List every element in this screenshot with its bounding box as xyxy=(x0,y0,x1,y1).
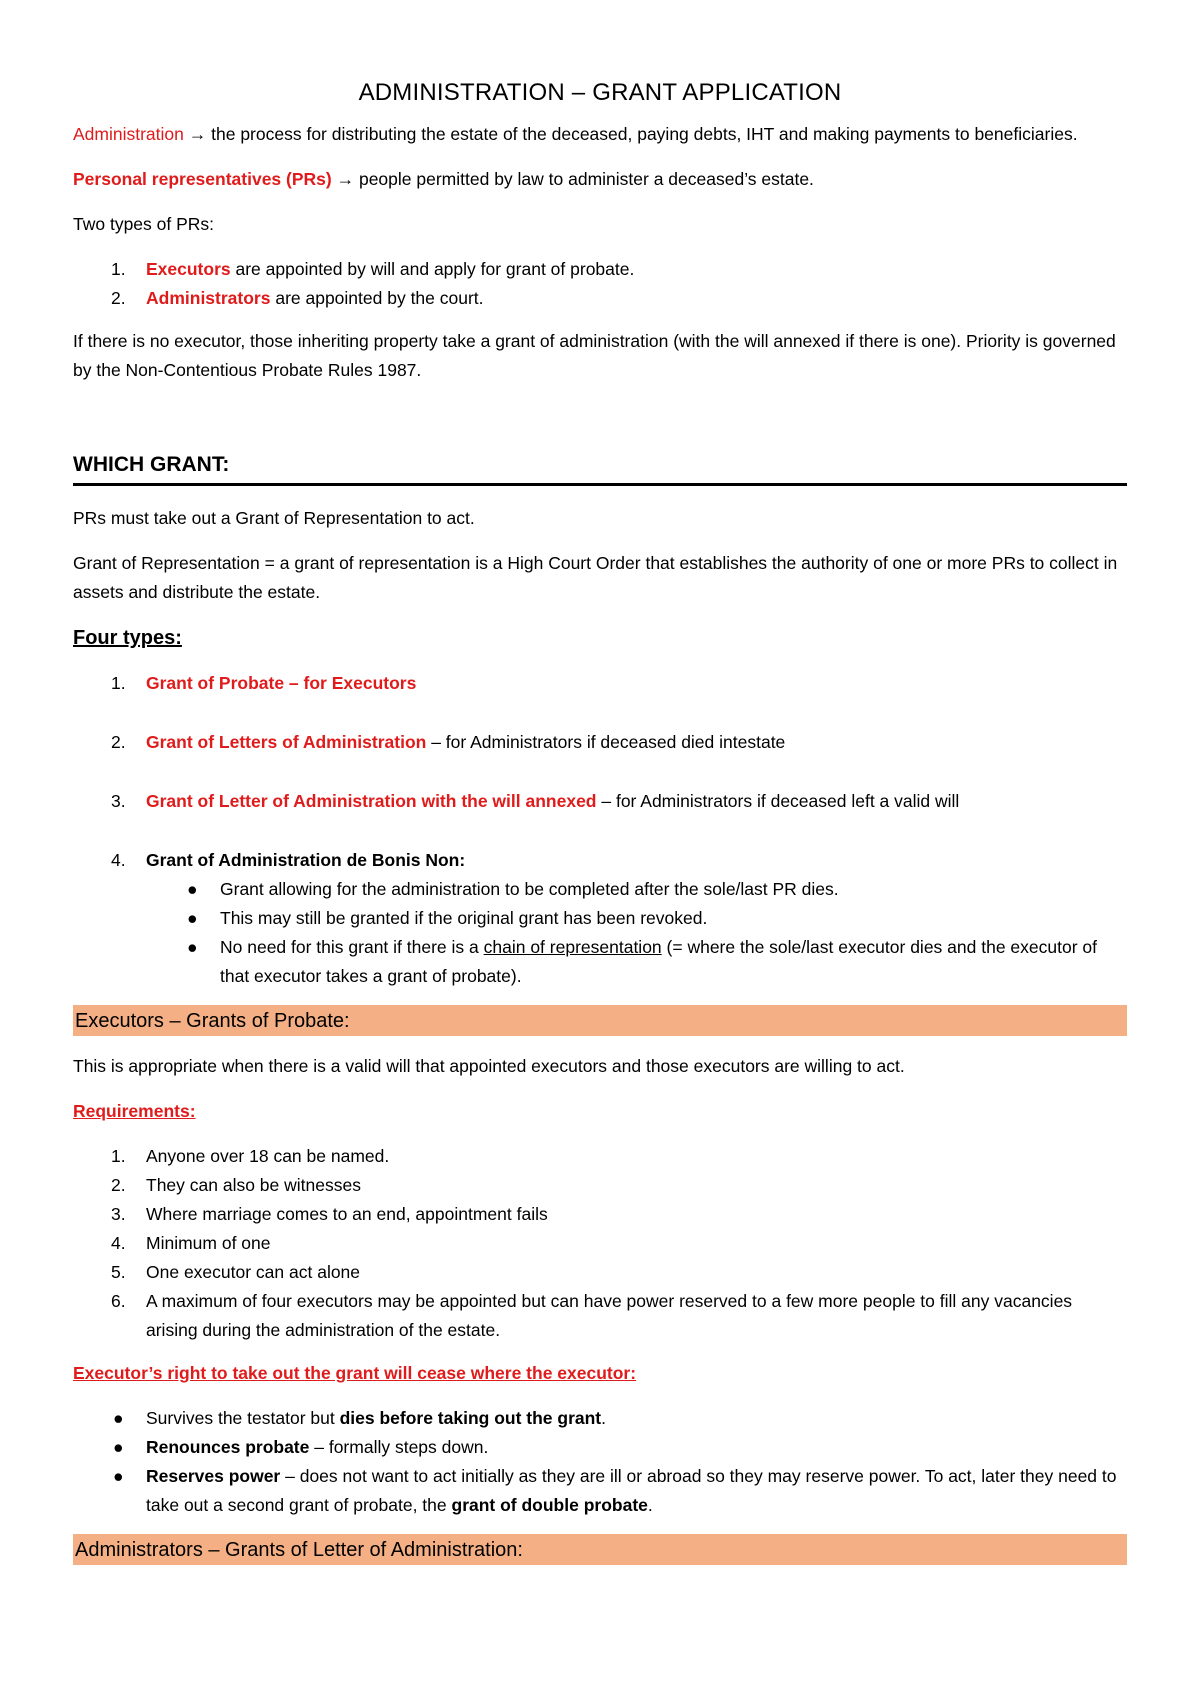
list-item xyxy=(73,1462,1127,1520)
list-number: 1. xyxy=(111,1146,126,1166)
pr-types-list xyxy=(73,255,1127,313)
list-item xyxy=(73,1404,1127,1433)
list-text: One executor can act alone xyxy=(146,1262,361,1282)
list-text: are appointed by the court. xyxy=(270,288,484,308)
list-text: No need for this grant if there is a xyxy=(220,937,484,957)
list-number: 4. xyxy=(111,850,126,870)
list-text: . xyxy=(601,1408,607,1428)
list-number: 1. xyxy=(111,259,126,279)
list-text: Minimum of one xyxy=(146,1233,271,1253)
list-item xyxy=(73,1433,1127,1462)
grant-type-term: Grant of Letters of Administration xyxy=(146,732,427,752)
which-grant-p2: Grant of Representation = a grant of representation is a High Court Order that establishes the authority of one or more PRs to collect in assets and distribute the estate. xyxy=(73,553,1118,602)
four-types-heading: Four types: xyxy=(73,627,182,649)
list-text: : xyxy=(459,850,466,870)
list-text: are appointed by will and apply for grant of probate. xyxy=(230,259,635,279)
list-text: Anyone over 18 can be named. xyxy=(146,1146,390,1166)
cease-bullets xyxy=(73,1404,1127,1520)
which-grant-p1: PRs must take out a Grant of Representation to act. xyxy=(73,508,475,528)
list-number: 2. xyxy=(111,288,126,308)
list-text: – does not want to act initially as they are ill or abroad so they may reserve power. To act, later they need to take out a second grant of probate, the xyxy=(146,1466,1117,1515)
list-item xyxy=(73,875,1127,904)
list-number: 4. xyxy=(111,1233,126,1253)
list-text: Where marriage comes to an end, appointment fails xyxy=(146,1204,548,1224)
list-item xyxy=(73,1171,1127,1200)
list-text: Grant allowing for the administration to be completed after the sole/last PR dies. xyxy=(220,879,839,899)
grant-type-term: Grant of Letter of Administration with the will annexed xyxy=(146,791,597,811)
bullet-icon: ● xyxy=(187,908,198,928)
no-executor-paragraph: If there is no executor, those inheriting property take a grant of administration (with the will annexed if there is one). Priority is governed by the Non-Contentious Probate Rules 1987. xyxy=(73,331,1116,380)
administration-def-text: the process for distributing the estate of the deceased, paying debts, IHT and making payments to beneficiaries. xyxy=(206,124,1078,144)
list-item xyxy=(73,669,1127,698)
list-text: They can also be witnesses xyxy=(146,1175,361,1195)
list-item xyxy=(73,1258,1127,1287)
arrow-icon: → xyxy=(188,124,207,144)
list-text: – for Administrators if deceased left a valid will xyxy=(596,791,960,811)
bullet-icon: ● xyxy=(113,1408,124,1428)
list-number: 2. xyxy=(111,1175,126,1195)
list-text: . xyxy=(647,1495,653,1515)
executors-p1: This is appropriate when there is a valid will that appointed executors and those executors are willing to act. xyxy=(73,1056,905,1076)
bullet-icon: ● xyxy=(187,937,198,957)
pr-definition xyxy=(73,165,1127,194)
list-text-bold: dies before taking out the grant xyxy=(339,1408,602,1428)
administration-term: Administration xyxy=(73,124,184,144)
list-number: 3. xyxy=(111,1204,126,1224)
list-item xyxy=(73,255,1127,284)
list-text: (= where the sole/last executor dies and the executor of that executor takes a grant of probate). xyxy=(220,937,1097,986)
list-text: – for Administrators if deceased died intestate xyxy=(426,732,786,752)
list-number: 2. xyxy=(111,732,126,752)
administrators-term: Administrators xyxy=(146,288,271,308)
grant-type-term: Grant of Probate – for Executors xyxy=(146,673,417,693)
list-item xyxy=(73,1287,1127,1345)
which-grant-heading: WHICH GRANT: xyxy=(73,451,1127,486)
page-title: ADMINISTRATION – GRANT APPLICATION xyxy=(358,79,842,106)
list-number: 3. xyxy=(111,791,126,811)
list-number: 5. xyxy=(111,1262,126,1282)
list-text-bold: Renounces probate xyxy=(146,1437,310,1457)
list-text-bold: grant of double probate xyxy=(451,1495,648,1515)
pr-term: Personal representatives (PRs) xyxy=(73,169,332,189)
list-item xyxy=(73,904,1127,933)
list-item xyxy=(73,1200,1127,1229)
grant-type-term: Grant of Administration de Bonis Non xyxy=(146,850,460,870)
list-number: 1. xyxy=(111,673,126,693)
list-item xyxy=(73,846,1127,875)
de-bonis-bullets xyxy=(73,875,1127,991)
list-text: This may still be granted if the original grant has been revoked. xyxy=(220,908,708,928)
list-text: Survives the testator but xyxy=(146,1408,340,1428)
cease-heading: Executor’s right to take out the grant will cease where the executor: xyxy=(73,1363,637,1383)
administration-definition xyxy=(73,120,1127,149)
grant-types-list xyxy=(73,669,1127,875)
executors-section-band: Executors – Grants of Probate: xyxy=(73,1005,1127,1036)
bullet-icon: ● xyxy=(187,879,198,899)
list-item xyxy=(73,787,1127,816)
two-types-label: Two types of PRs: xyxy=(73,214,215,234)
list-item xyxy=(73,933,1127,991)
requirements-heading: Requirements: xyxy=(73,1101,196,1121)
arrow-icon: → xyxy=(336,169,355,189)
executors-term: Executors xyxy=(146,259,231,279)
bullet-icon: ● xyxy=(113,1437,124,1457)
list-item xyxy=(73,284,1127,313)
list-text: – formally steps down. xyxy=(309,1437,489,1457)
list-item xyxy=(73,1229,1127,1258)
list-text-bold: Reserves power xyxy=(146,1466,281,1486)
pr-def-text: people permitted by law to administer a deceased’s estate. xyxy=(354,169,814,189)
administrators-section-band: Administrators – Grants of Letter of Administration: xyxy=(73,1534,1127,1565)
list-item xyxy=(73,1142,1127,1171)
list-item xyxy=(73,728,1127,757)
chain-of-representation-term: chain of representation xyxy=(483,937,662,957)
list-number: 6. xyxy=(111,1291,126,1311)
list-text: A maximum of four executors may be appointed but can have power reserved to a few more people to fill any vacancies arising during the administration of the estate. xyxy=(146,1291,1073,1340)
bullet-icon: ● xyxy=(113,1466,124,1486)
requirements-list xyxy=(73,1142,1127,1345)
